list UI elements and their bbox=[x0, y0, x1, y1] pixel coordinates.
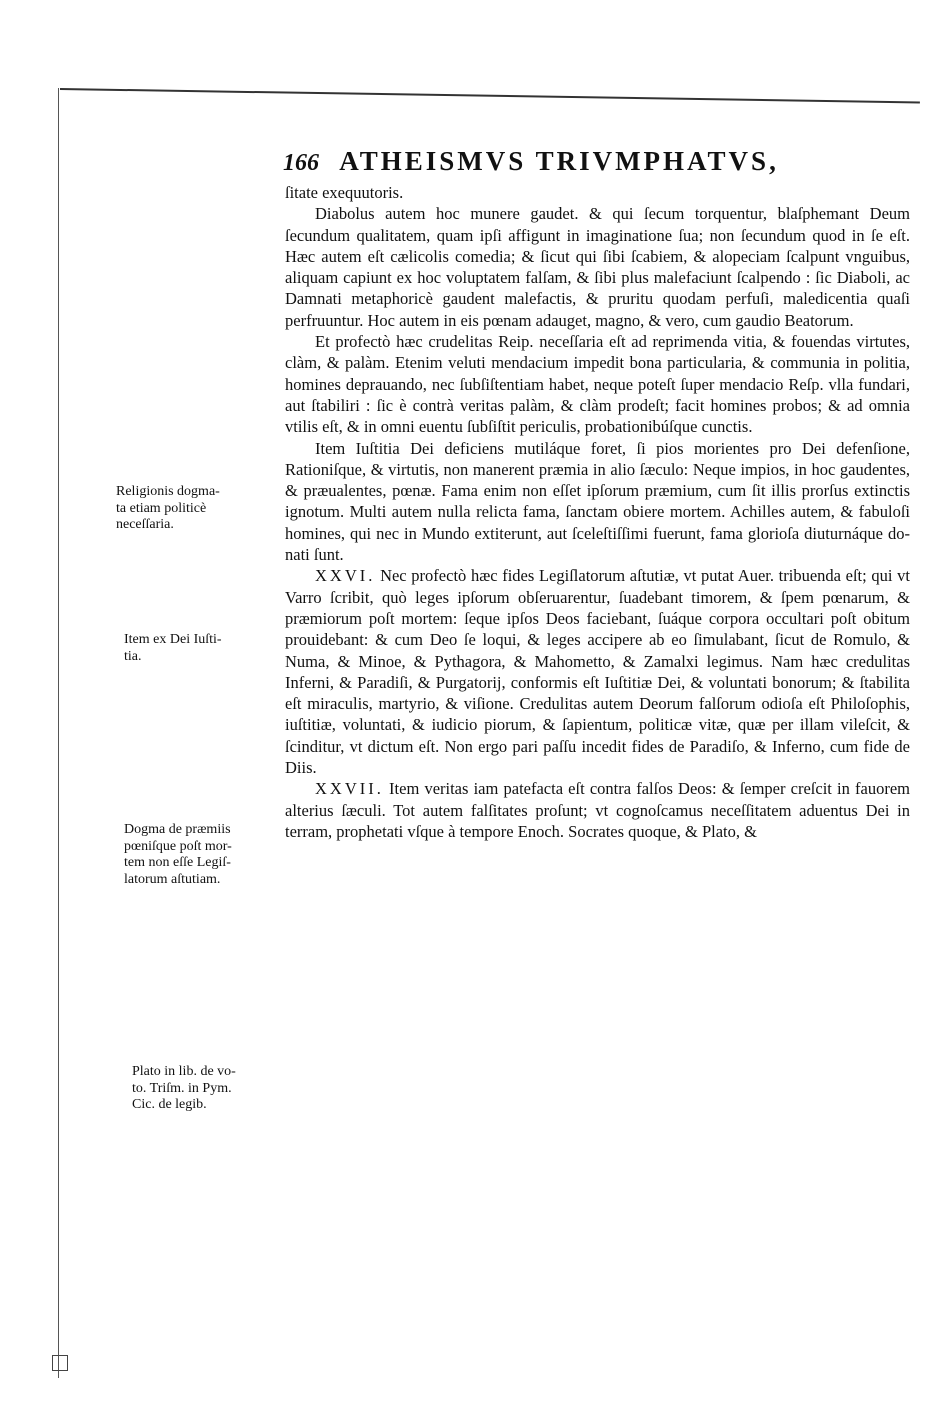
margin-note: Religionis dogma- ta etiam politicè neceſſaria. bbox=[116, 484, 220, 532]
body-paragraph: ſitate exequutoris. bbox=[285, 183, 404, 202]
section-number: XXVII. bbox=[315, 779, 384, 799]
body-paragraph: Item Iuſtitia Dei deficiens mutiláque foret, ſi pios morientes pro Dei defenſione, Rationiſque, & virtutis, non manerent præmia in alio ſæculo: Neque impios, in hoc gaudentes, & præualentes, pœnæ. Fama enim non eſſet ipſorum præmium, cum ſit illis prorſus extinctis ignotum. Multi autem nulla relicta fama, ſanctam obiere mortem. Achilles autem, & fabuloſi homines, qui nec in Mundo extiterunt, aut ſceleſtiſſimi fuerunt, fama glorioſa diuturnáque donati ſunt. bbox=[285, 438, 910, 565]
scan-edge-rule bbox=[60, 88, 920, 104]
body-paragraph: Diabolus autem hoc munere gaudet. & qui ſecum torquentur, blaſphemant Deum ſecundum qualitatem, quam ipſi affigunt in imaginatione ſua; non ſecundum quod in ſe eſt. Hæc autem eſt cælicolis comedia; & ſicut qui ſibi ſcabiem, & alopeciam ſcalpunt vnguibus, aliquam capiunt ex hoc voluptatem falſam, & ſibi plus malefaciunt ſcalpendo : ſic Diaboli, ac Damnati metaphoricè gaudent malefactis, & pruritu quodam perfuſi, maledicentia quaſi perfruuntur. Hoc autem in eis pœnam adauget, magno, & vero, cum gaudio Beatorum. bbox=[285, 204, 910, 330]
running-head bbox=[283, 146, 883, 177]
body-paragraph: XXVI. Nec profectò hæc fides Legiſlatorum aſtutiæ, vt putat Auer. tribuenda eſt; qui vt Varro ſcribit, quò leges ipſorum obſeruarentur, ſuadebant timorem, & ſpem pœnarum, & præmiorum poſt mortem: ſeque ipſos Deos faciebant, ſuáque corpora occultari poſt obitum prouidebant: & cum Deo ſe loqui, & leges accipere ab eo ſimulabant, ſicut de Romulo, & Numa, & Minoe, & Pythagora, & Mahometto, & Zamalxi legimus. Nam hæc credulitas Inferni, & Paradiſi, & Purgatorij, conformis eſt Iuſtitiæ Dei, & voluntati bonorum; & ſtabilita eſt miraculis, martyrio, & viſione. Credulitas autem Deorum falſorum odioſa eſt Philoſophis, iuſtitiæ, voluntati, & iudicio piorum, & ſapientum, politicæ vitæ, quæ per illam vileſcit, & ſcinditur, vt dictum eſt. Non ergo pari paſſu incedit fides de Paradiſo, & Inferno, cum fide de Diis. bbox=[285, 566, 910, 778]
margin-note: Item ex Dei Iuſti- tia. bbox=[124, 632, 222, 664]
body-paragraph: Et profectò hæc crudelitas Reip. neceſſaria eſt ad reprimenda vitia, & fouendas virtutes, clàm, & palàm. Etenim veluti mendacium impedit bona particularia, & communia in politia, homines deprauando, nec ſubſiſtentiam habet, neque poteſt ſuper mendacio Reſp. vlla fundari, aut ſtabiliri : ſic è contrà veritas palàm, & clàm prodeſt; facit homines probos; & ad omnia vtilis eſt, & in omni euentu ſubſiſtit periculis, probationibúſque cunctis. bbox=[285, 332, 910, 437]
scan-left-edge bbox=[58, 88, 59, 1378]
main-text bbox=[285, 182, 910, 842]
section-number: XXVI. bbox=[315, 566, 376, 586]
running-title: ATHEISMVS TRIVMPHATVS, bbox=[339, 146, 779, 176]
page-number: 166 bbox=[283, 150, 319, 176]
scan-corner-mark bbox=[52, 1355, 68, 1371]
margin-note: Plato in lib. de vo- to. Triſm. in Pym. Cic. de legib. bbox=[132, 1064, 236, 1112]
body-paragraph: XXVII. Item veritas iam patefacta eſt contra falſos Deos: & ſemper creſcit in fauorem alterius ſæculi. Tot autem falſitates proſunt; vt cognoſcamus neceſſitatem aduentus Dei in terram, prophetati vſque à tempore Enoch. Socrates quoque, & Plato, & bbox=[285, 779, 911, 841]
margin-note: Dogma de præmiis pœniſque poſt mor- tem non eſſe Legiſ- latorum aſtutiam. bbox=[124, 822, 232, 887]
